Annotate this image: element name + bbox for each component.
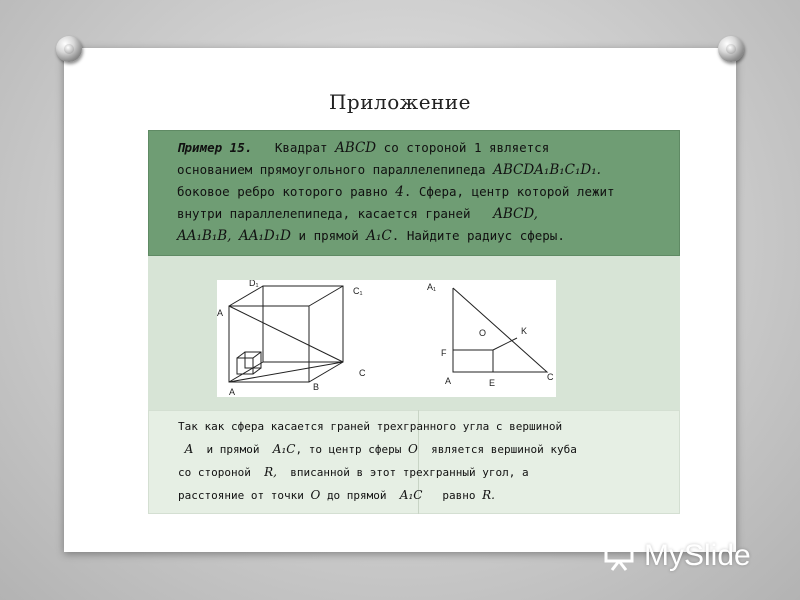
edge (253, 352, 261, 358)
math-expression: ABCD (335, 140, 377, 156)
math-expression: A₁C (366, 228, 392, 244)
label-a1: A₁ (427, 282, 437, 292)
problem-statement (148, 130, 680, 256)
segment-ok (493, 338, 517, 350)
label-o: O (479, 328, 487, 338)
solution-line-4 (178, 484, 658, 507)
left-figure-labels (217, 280, 366, 397)
front-face (229, 306, 309, 382)
solution-text (178, 416, 658, 507)
math-expression: 4 (395, 184, 404, 200)
problem-text: и прямой (298, 228, 359, 243)
label-a: A (217, 308, 224, 318)
solution-line-2 (178, 438, 658, 461)
label-a: A (445, 376, 452, 386)
pushpin-left-icon (56, 36, 82, 62)
problem-text: . Найдите радиус сферы. (391, 228, 565, 243)
label-c: C (547, 372, 554, 382)
geometry-figure-svg (217, 280, 556, 397)
math-expression: R, (264, 465, 277, 479)
label-a-bottom: A (229, 387, 236, 397)
math-expression: O (408, 442, 418, 456)
problem-text: основанием прямоугольного параллелепипеда (177, 162, 486, 177)
solution-text-fragment: , то центр сферы (295, 443, 402, 456)
parallelepiped-drawing (229, 286, 343, 382)
solution-text-fragment: равно (442, 489, 476, 502)
problem-text: . Сфера, центр которой лежит (403, 184, 615, 199)
label-b: B (313, 382, 320, 392)
watermark-text: MySlide (644, 539, 751, 572)
diagonal-a1c (229, 306, 343, 362)
problem-line-5 (177, 225, 667, 247)
math-expression: ABCDA₁B₁C₁D₁. (493, 162, 601, 178)
problem-text: боковое ребро которого равно (177, 184, 388, 199)
problem-line-1 (177, 137, 667, 159)
math-expression: AA₁D₁D (239, 228, 291, 244)
solution-text-fragment: является вершиной куба (431, 443, 577, 456)
problem-line-4 (177, 203, 667, 225)
edge (253, 368, 261, 374)
problem-text: со стороной 1 является (383, 140, 550, 155)
triangle (453, 288, 547, 372)
math-expression: A₁C (399, 488, 423, 502)
triangle-drawing (453, 288, 547, 372)
solution-text-fragment: и прямой (206, 443, 260, 456)
problem-label: Пример 15. (177, 140, 253, 155)
math-expression: O (310, 488, 321, 502)
label-e: E (489, 378, 496, 388)
problem-line-3 (177, 181, 667, 203)
label-f: F (441, 348, 447, 358)
problem-text: внутри параллелепипеда, касается граней (177, 206, 471, 221)
solution-text-fragment: расстояние от точки (178, 489, 304, 502)
geometry-figure (217, 280, 556, 397)
solution-line-3 (178, 461, 658, 484)
math-expression: ABCD, (493, 206, 538, 222)
math-expression: AA₁B₁B, (177, 228, 232, 244)
edge (237, 352, 245, 358)
edge (229, 286, 263, 306)
solution-text-fragment: до прямой (326, 489, 387, 502)
slide-title: Приложение (328, 90, 472, 114)
watermark-logo (604, 538, 784, 574)
math-expression: R. (482, 488, 495, 502)
math-expression: A₁C (272, 442, 296, 456)
solution-line-1: Так как сфера касается граней трехгранного угла с вершиной (178, 420, 563, 433)
back-face (263, 286, 343, 362)
label-d1: D₁ (249, 280, 259, 288)
projector-screen-icon (604, 541, 638, 571)
problem-line-2 (177, 159, 667, 181)
edge (309, 286, 343, 306)
math-expression: A (184, 442, 194, 456)
label-c1: C₁ (353, 286, 363, 296)
pushpin-right-icon (718, 36, 744, 62)
label-k: K (521, 326, 528, 336)
label-c: C (359, 368, 366, 378)
problem-text: Квадрат (274, 140, 328, 155)
solution-text-fragment: вписанной в этот трехгранный угол, а (290, 466, 529, 479)
solution-text-fragment: со стороной (178, 466, 251, 479)
